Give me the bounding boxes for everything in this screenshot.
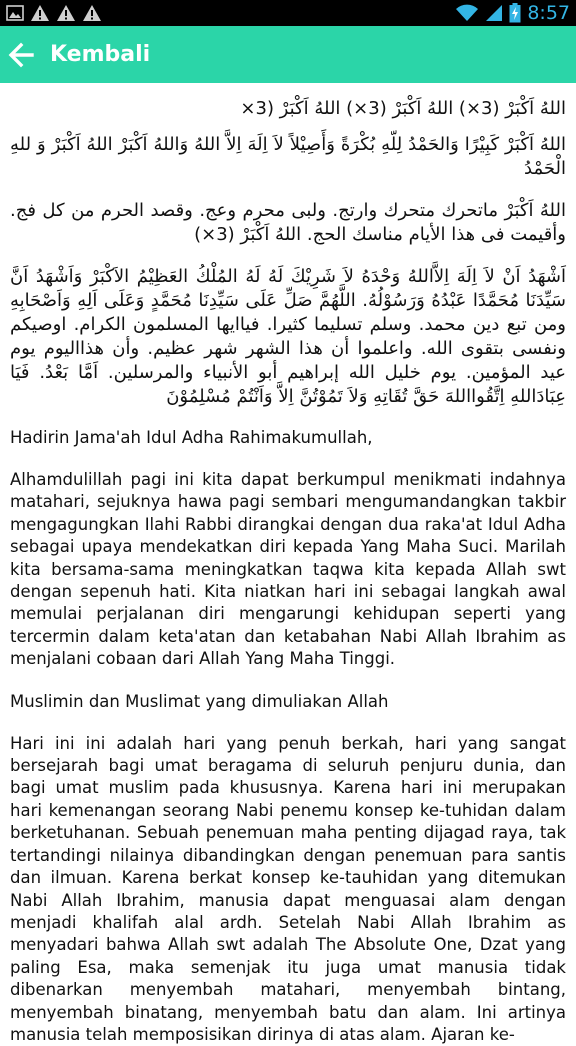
arabic-syahadat: اَشْهَدُ اَنْ لاَ اِلَهَ اِلاَّاللهُ وَحْدَهُ لاَ شَرِيْكَ لَهُ لَهُ المُلْكُ العَظِيْمُ الاَكْبَرْ وَاَشْهَدُ اَنَّ سَيِّدَنَا مُحَمَّدًا عَبْدُهُ وَرَسُوْلُهُ. اللَّهُمَّ صَلِّ عَلَى سَيِّدِنَا مُحَمَّدٍ وَعَلَى اَلِهِ وَاَصْحَابِهِ ومن تبع دين محمد. وسلم تسليما كثيرا. فياايها المسلمون الكرام. اوصيكم ونفسى بتقوى الله. واعلموا أن هذا الشهر شهر عظيم. وأن هذااليوم يوم عيد المؤمين. يوم خليل الله إبراهيم أبو الأنبياء والمرسلين. اَمَّا بَعْدُ. فَيَا عِبَادَاللهِ اِتَّقُوااللهَ حَقَّ تُقَاتِهِ وَلاَ تَمُوْتُنَّ اِلاَّ وَاَنْتُمْ مُسْلِمُوْنَ xyxy=(10,266,566,407)
paragraph-1: Alhamdulillah pagi ini kita dapat berkumpul menikmati indahnya matahari, sejuknya hawa pagi sembari mengumandangkan takbir mengagungkan Ilahi Rabbi dirangkai dengan dua raka'at Idul Adha sebagai upaya mendekatkan diri kepada Yang Maha Suci. Marilah kita bersama-sama meningkatkan taqwa kita kepada Allah swt dengan sepenuh hati. Kita niatkan hari ini sebagai langkah awal memulai perjalanan diri mengarungi kehidupan seperti yang tercermin dalam keta'atan dan ketabahan Nabi Allah Ibrahim as menjalani cobaan dari Allah Yang Maha Tinggi. xyxy=(10,470,566,669)
back-arrow-icon[interactable] xyxy=(6,40,36,70)
back-button-label[interactable]: Kembali xyxy=(50,42,151,67)
arabic-takbir-1: اللهُ اَكْبَرْ (3×) اللهُ اَكْبَرْ (3×) اللهُ اَكْبَرْ (3× xyxy=(240,98,566,119)
signal-icon xyxy=(485,4,503,22)
article-content[interactable] xyxy=(0,83,576,1044)
paragraph-2: Hari ini ini adalah hari yang penuh berkah, hari yang sangat bersejarah bagi umat beragama di seluruh penjuru dunia, dan bagi umat muslim pada khususnya. Karena hari ini merupakan hari kemenangan seorang Nabi penemu konsep ke-tuhidan dalam berketuhanan. Sebuah penemuan maha penting dijagad raya, tak tertandingi nilainya dibandingkan dengan penemuan para santis dan ilmuan. Karena berkat konsep ke-tauhidan yang ditemukan Nabi Allah Ibrahim, manusia dapat menguasai alam dengan menjadi khalifah alal ardh. Setelah Nabi Allah Ibrahim as menyadari bahwa Allah swt adalah The Absolute One, Dzat yang paling Esa, maka semenjak itu juga umat manusia tidak dibenarkan menyembah matahari, menyembah bintang, menyembah binatang, menyembah batu dan alam. Ini artinya manusia telah memposisikan dirinya di atas alam. Ajaran ke- xyxy=(10,733,566,1044)
wifi-icon xyxy=(455,4,479,22)
section-heading-1: Hadirin Jama'ah Idul Adha Rahimakumullah, xyxy=(10,428,373,447)
status-bar xyxy=(0,0,576,26)
warning-icon xyxy=(56,4,76,22)
warning-icon xyxy=(30,4,50,22)
warning-icon xyxy=(82,4,102,22)
section-heading-2: Muslimin dan Muslimat yang dimuliakan Allah xyxy=(10,691,389,711)
system-icons xyxy=(455,2,576,24)
notification-icons xyxy=(0,4,102,22)
image-icon xyxy=(6,5,24,21)
arabic-takbir-2: اللهُ اَكْبَرْ كَبِيْرًا وَالحَمْدُ لِلّهِ بُكْرَةً وَأَصِيْلاً لاَ اِلَهَ اِلاَّ اللهُ وَاللهُ اَكْبَرْ اللهُ اَكْبَرْ وَ للهِ الْحَمْدُ xyxy=(10,134,566,179)
battery-icon xyxy=(509,3,521,23)
clock: 8:57 xyxy=(527,2,570,24)
app-bar xyxy=(0,26,576,83)
arabic-takbir-3: اللهُ اَكْبَرْ ماتحرك متحرك وارتج. ولبى محرم وعج. وقصد الحرم من كل فج. وأقيمت فى هذا الأيام مناسك الحج. اللهُ اَكْبَرْ (3×) xyxy=(10,200,566,245)
